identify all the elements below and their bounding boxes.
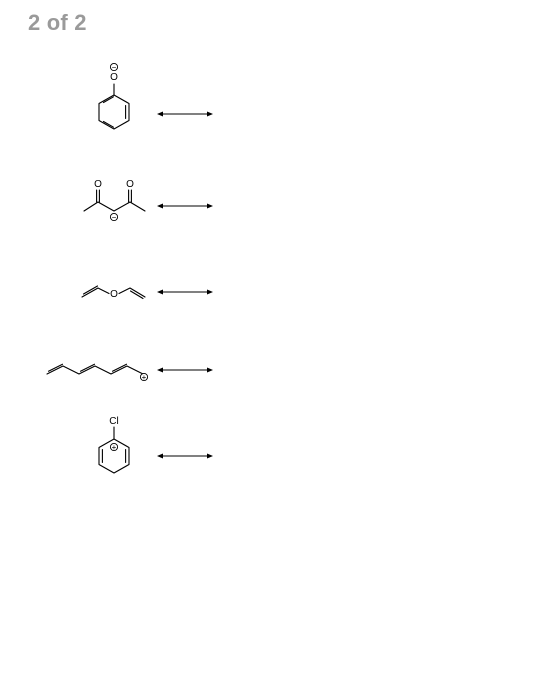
oxygen-label: O xyxy=(110,72,118,83)
positive-charge-icon xyxy=(140,373,147,382)
page-counter: 2 of 2 xyxy=(28,10,87,35)
molecule-phenoxide xyxy=(99,63,129,129)
resonance-arrow xyxy=(157,290,213,295)
carbon-chain xyxy=(47,366,143,374)
svg-text:+: + xyxy=(141,373,147,382)
negative-charge-icon xyxy=(110,63,117,72)
molecule-divinyl-ether xyxy=(82,286,145,300)
benzene-ring xyxy=(99,95,129,129)
svg-text:+: + xyxy=(111,443,117,452)
molecule-pentanedione-enolate xyxy=(84,179,145,222)
negative-charge-icon xyxy=(110,213,117,222)
molecule-heptatrienyl-cation xyxy=(47,364,148,382)
resonance-arrow xyxy=(157,368,213,373)
oxygen-label: O xyxy=(110,289,118,300)
positive-charge-icon xyxy=(110,443,117,452)
oxygen-label-left: O xyxy=(94,179,102,190)
resonance-arrow xyxy=(157,204,213,209)
svg-text:−: − xyxy=(111,213,117,222)
carbon-chain xyxy=(84,202,145,211)
svg-text:−: − xyxy=(111,63,117,72)
chlorine-label: Cl xyxy=(109,416,119,427)
oxygen-label-right: O xyxy=(126,179,134,190)
resonance-arrow xyxy=(157,112,213,117)
molecule-chlorobenzenium-cation xyxy=(99,416,129,473)
resonance-arrow xyxy=(157,454,213,459)
